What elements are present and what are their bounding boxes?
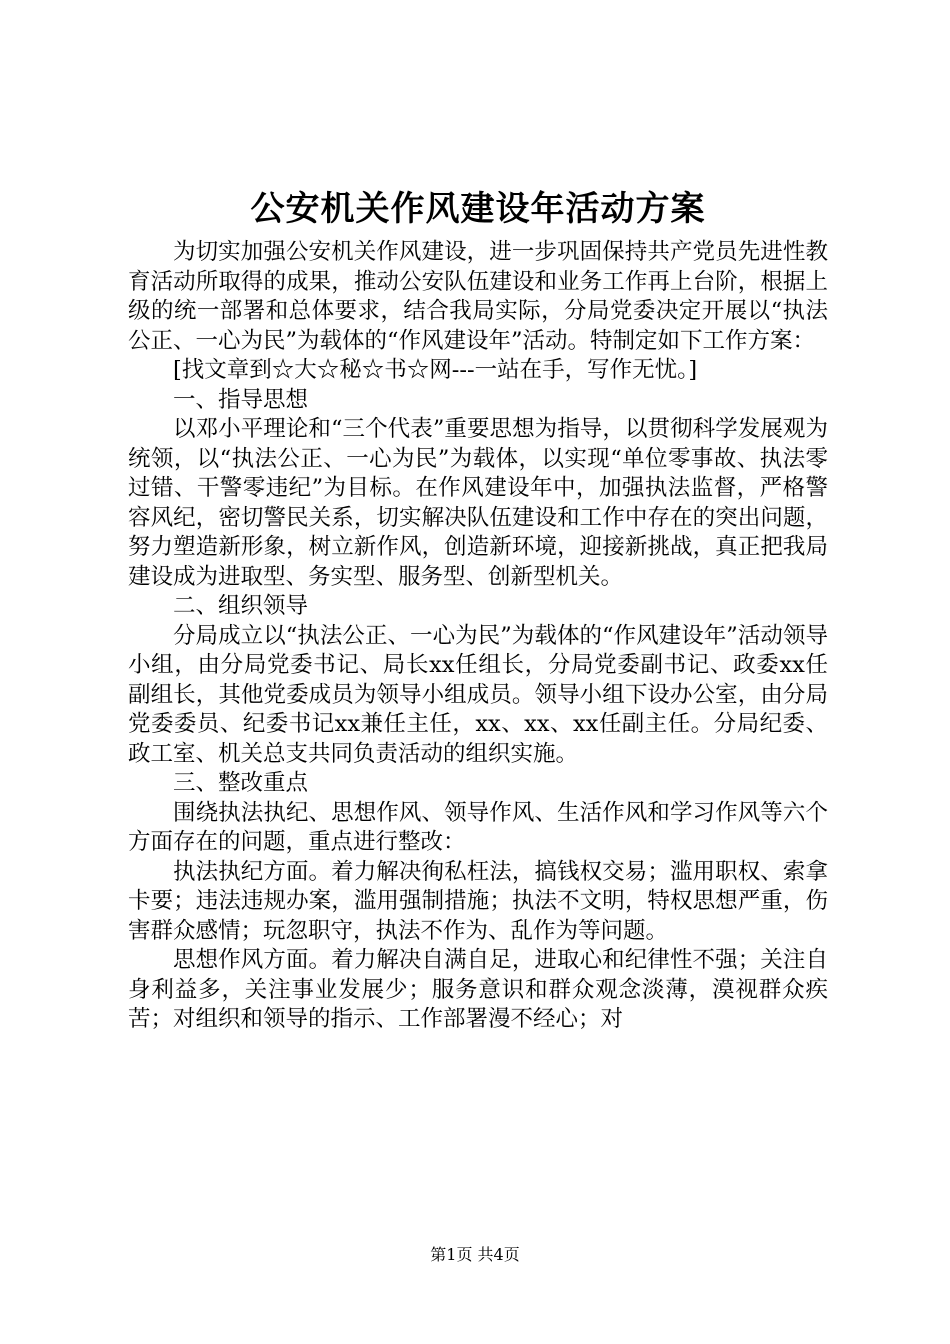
intro-paragraph: 为切实加强公安机关作风建设，进一步巩固保持共产党员先进性教育活动所取得的成果，推动公安队伍建设和业务工作再上台阶，根据上级的统一部署和总体要求，结合我局实际，分局党委决定开展以“执法公正、一心为民”为载体的“作风建设年”活动。特制定如下工作方案： bbox=[128, 239, 828, 354]
section3-body-2: 执法执纪方面。着力解决徇私枉法，搞钱权交易；滥用职权、索拿卡要；违法违规办案，滥用强制措施；执法不文明，特权思想严重，伤害群众感情；玩忽职守，执法不作为、乱作为等问题。 bbox=[128, 858, 828, 944]
document-page bbox=[128, 184, 828, 1035]
section1-heading: 一、指导思想 bbox=[173, 386, 309, 413]
page-footer: 第1页 共4页 bbox=[430, 1245, 520, 1264]
section2-heading: 二、组织领导 bbox=[173, 593, 309, 619]
ad-line: [找文章到☆大☆秘☆书☆网---一站在手，写作无忧。] bbox=[173, 357, 698, 383]
document-title: 公安机关作风建设年活动方案 bbox=[250, 189, 706, 229]
section3-body-1: 围绕执法执纪、思想作风、领导作风、生活作风和学习作风等六个方面存在的问题，重点进行整改： bbox=[128, 799, 828, 855]
section3-heading: 三、整改重点 bbox=[173, 770, 309, 796]
section1-body: 以邓小平理论和“三个代表”重要思想为指导，以贯彻科学发展观为统领，以“执法公正、一心为民”为载体，以实现“单位零事故、执法零过错、干警零违纪”为目标。在作风建设年中，加强执法监督，严格警容风纪，密切警民关系，切实解决队伍建设和工作中存在的突出问题，努力塑造新形象，树立新作风，创造新环境，迎接新挑战，真正把我局建设成为进取型、务实型、服务型、创新型机关。 bbox=[128, 416, 828, 590]
section3-body-3: 思想作风方面。着力解决自满自足，进取心和纪律性不强；关注自身利益多，关注事业发展少；服务意识和群众观念淡薄，漠视群众疾苦；对组织和领导的指示、工作部署漫不经心；对 bbox=[128, 947, 828, 1032]
section2-body: 分局成立以“执法公正、一心为民”为载体的“作风建设年”活动领导小组，由分局党委书记、局长xx任组长，分局党委副书记、政委xx任副组长，其他党委成员为领导小组成员。领导小组下设办公室，由分局党委委员、纪委书记xx兼任主任，xx、xx、xx任副主任。分局纪委、政工室、机关总支共同负责活动的组织实施。 bbox=[128, 622, 828, 767]
